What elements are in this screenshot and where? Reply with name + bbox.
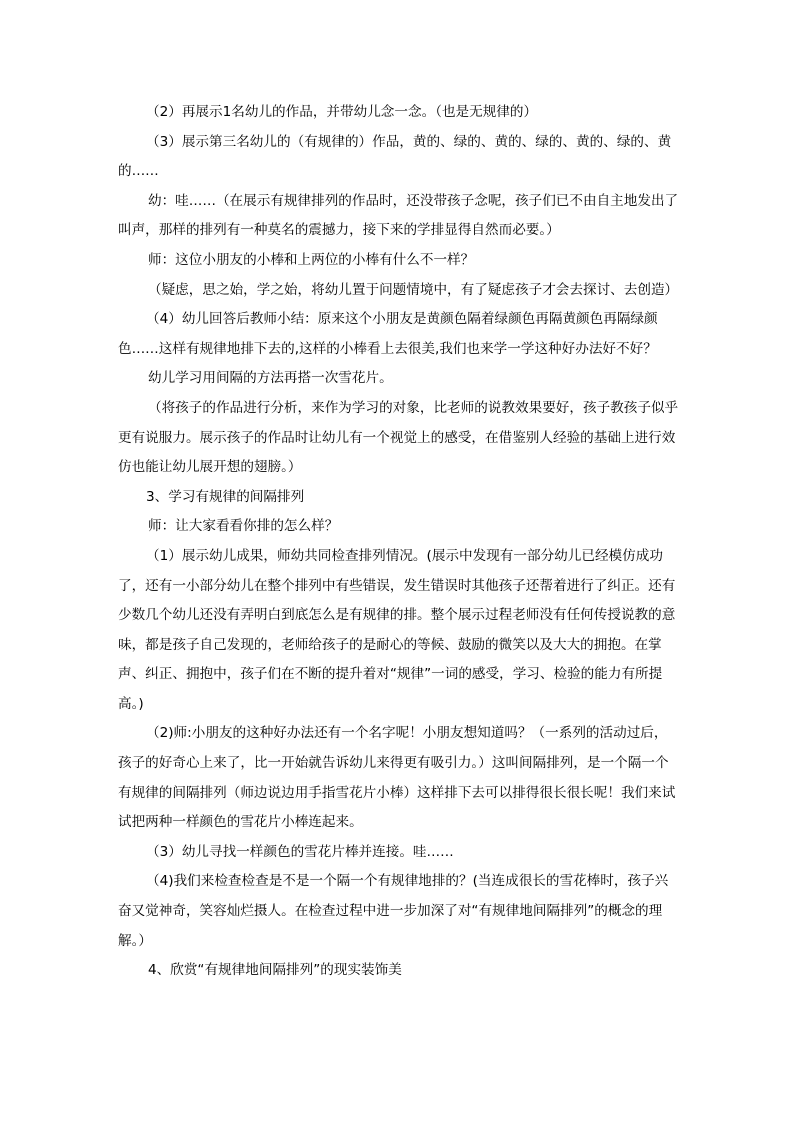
paragraph-method-name: （2)师:小朋友的这种好办法还有一个名字呢！小朋友想知道吗？（一系列的活动过后，孩子的好奇心上来了，比一开始就告诉幼儿来得更有吸引力。）这叫间隔排列，是一个隔一个有规律的间隔排列（师边说边用手指雪花片小棒）这样排下去可以排得很长很长呢！我们来试试把两种一样颜色的雪花片小棒连起来。 (118, 725, 676, 831)
paragraph-analysis-note: （将孩子的作品进行分析，来作为学习的对象，比老师的说教效果要好，孩子教孩子似乎更有说服力。展示孩子的作品时让幼儿有一个视觉上的感受，在借鉴别人经验的基础上进行效仿也能让幼儿展开想的翅膀。） (118, 399, 679, 476)
document-body (118, 98, 680, 986)
section-heading-3: 3、学习有规律的间隔排列 (146, 488, 305, 505)
paragraph-show-second-work: （2）再展示1名幼儿的作品，并带幼儿念一念。（也是无规律的） (146, 104, 538, 120)
paragraph-show-results: （1）展示幼儿成果，师幼共同检查排列情况。(展示中发现有一部分幼儿已经模仿成功了，还有一小部分幼儿在整个排列中有些错误，发生错误时其他孩子还帮着进行了纠正。还有少数几个幼儿还没有弄明白到底怎么是有规律的排。整个展示过程老师没有任何传授说教的意味，都是孩子自己发现的，老师给孩子的是耐心的等候、鼓励的微笑以及大大的拥抱。在掌声、纠正、拥抱中，孩子们在不断的提升着对“规律”一词的感受，学习、检验的能力有所提高。) (118, 547, 676, 712)
paragraph-teacher-check: 师：让大家看看你排的怎么样？ (148, 518, 339, 535)
paragraph-show-third-work: （3）展示第三名幼儿的（有规律的）作品，黄的、绿的、黄的、绿的、黄的、绿的、黄的…… (118, 133, 672, 180)
paragraph-teacher-summary: （4）幼儿回答后教师小结：原来这个小朋友是黄颜色隔着绿颜色再隔黄颜色再隔绿颜色……这样有规律地排下去的,这样的小棒看上去很美,我们也来学一学这种好办法好不好？ (118, 311, 658, 357)
paragraph-doubt-note: （疑虑，思之始，学之始，将幼儿置于问题情境中，有了疑虑孩子才会去探讨、去创造） (148, 281, 679, 298)
paragraph-connect-sticks: （3）幼儿寻找一样颜色的雪花片棒并连接。哇…… (146, 843, 454, 860)
paragraph-teacher-question: 师：这位小朋友的小棒和上两位的小棒有什么不一样？ (148, 251, 475, 268)
paragraph-children-practice: 幼儿学习用间隔的方法再搭一次雪花片。 (148, 370, 393, 387)
paragraph-verify-pattern: （4)我们来检查检查是不是一个隔一个有规律地排的？(当连成很长的雪花棒时，孩子兴奋又觉神奇，笑容灿烂摄人。在检查过程中进一步加深了对“有规律地间隔排列”的概念的理解。） (118, 873, 669, 949)
section-heading-4: 4、欣赏“有规律地间隔排列”的现实装饰美 (148, 962, 402, 979)
paragraph-children-reaction: 幼：哇……（在展示有规律排列的作品时，还没带孩子念呢，孩子们已不由自主地发出了叫声，那样的排列有一种莫名的震撼力，接下来的学排显得自然而必要。） (118, 192, 679, 239)
